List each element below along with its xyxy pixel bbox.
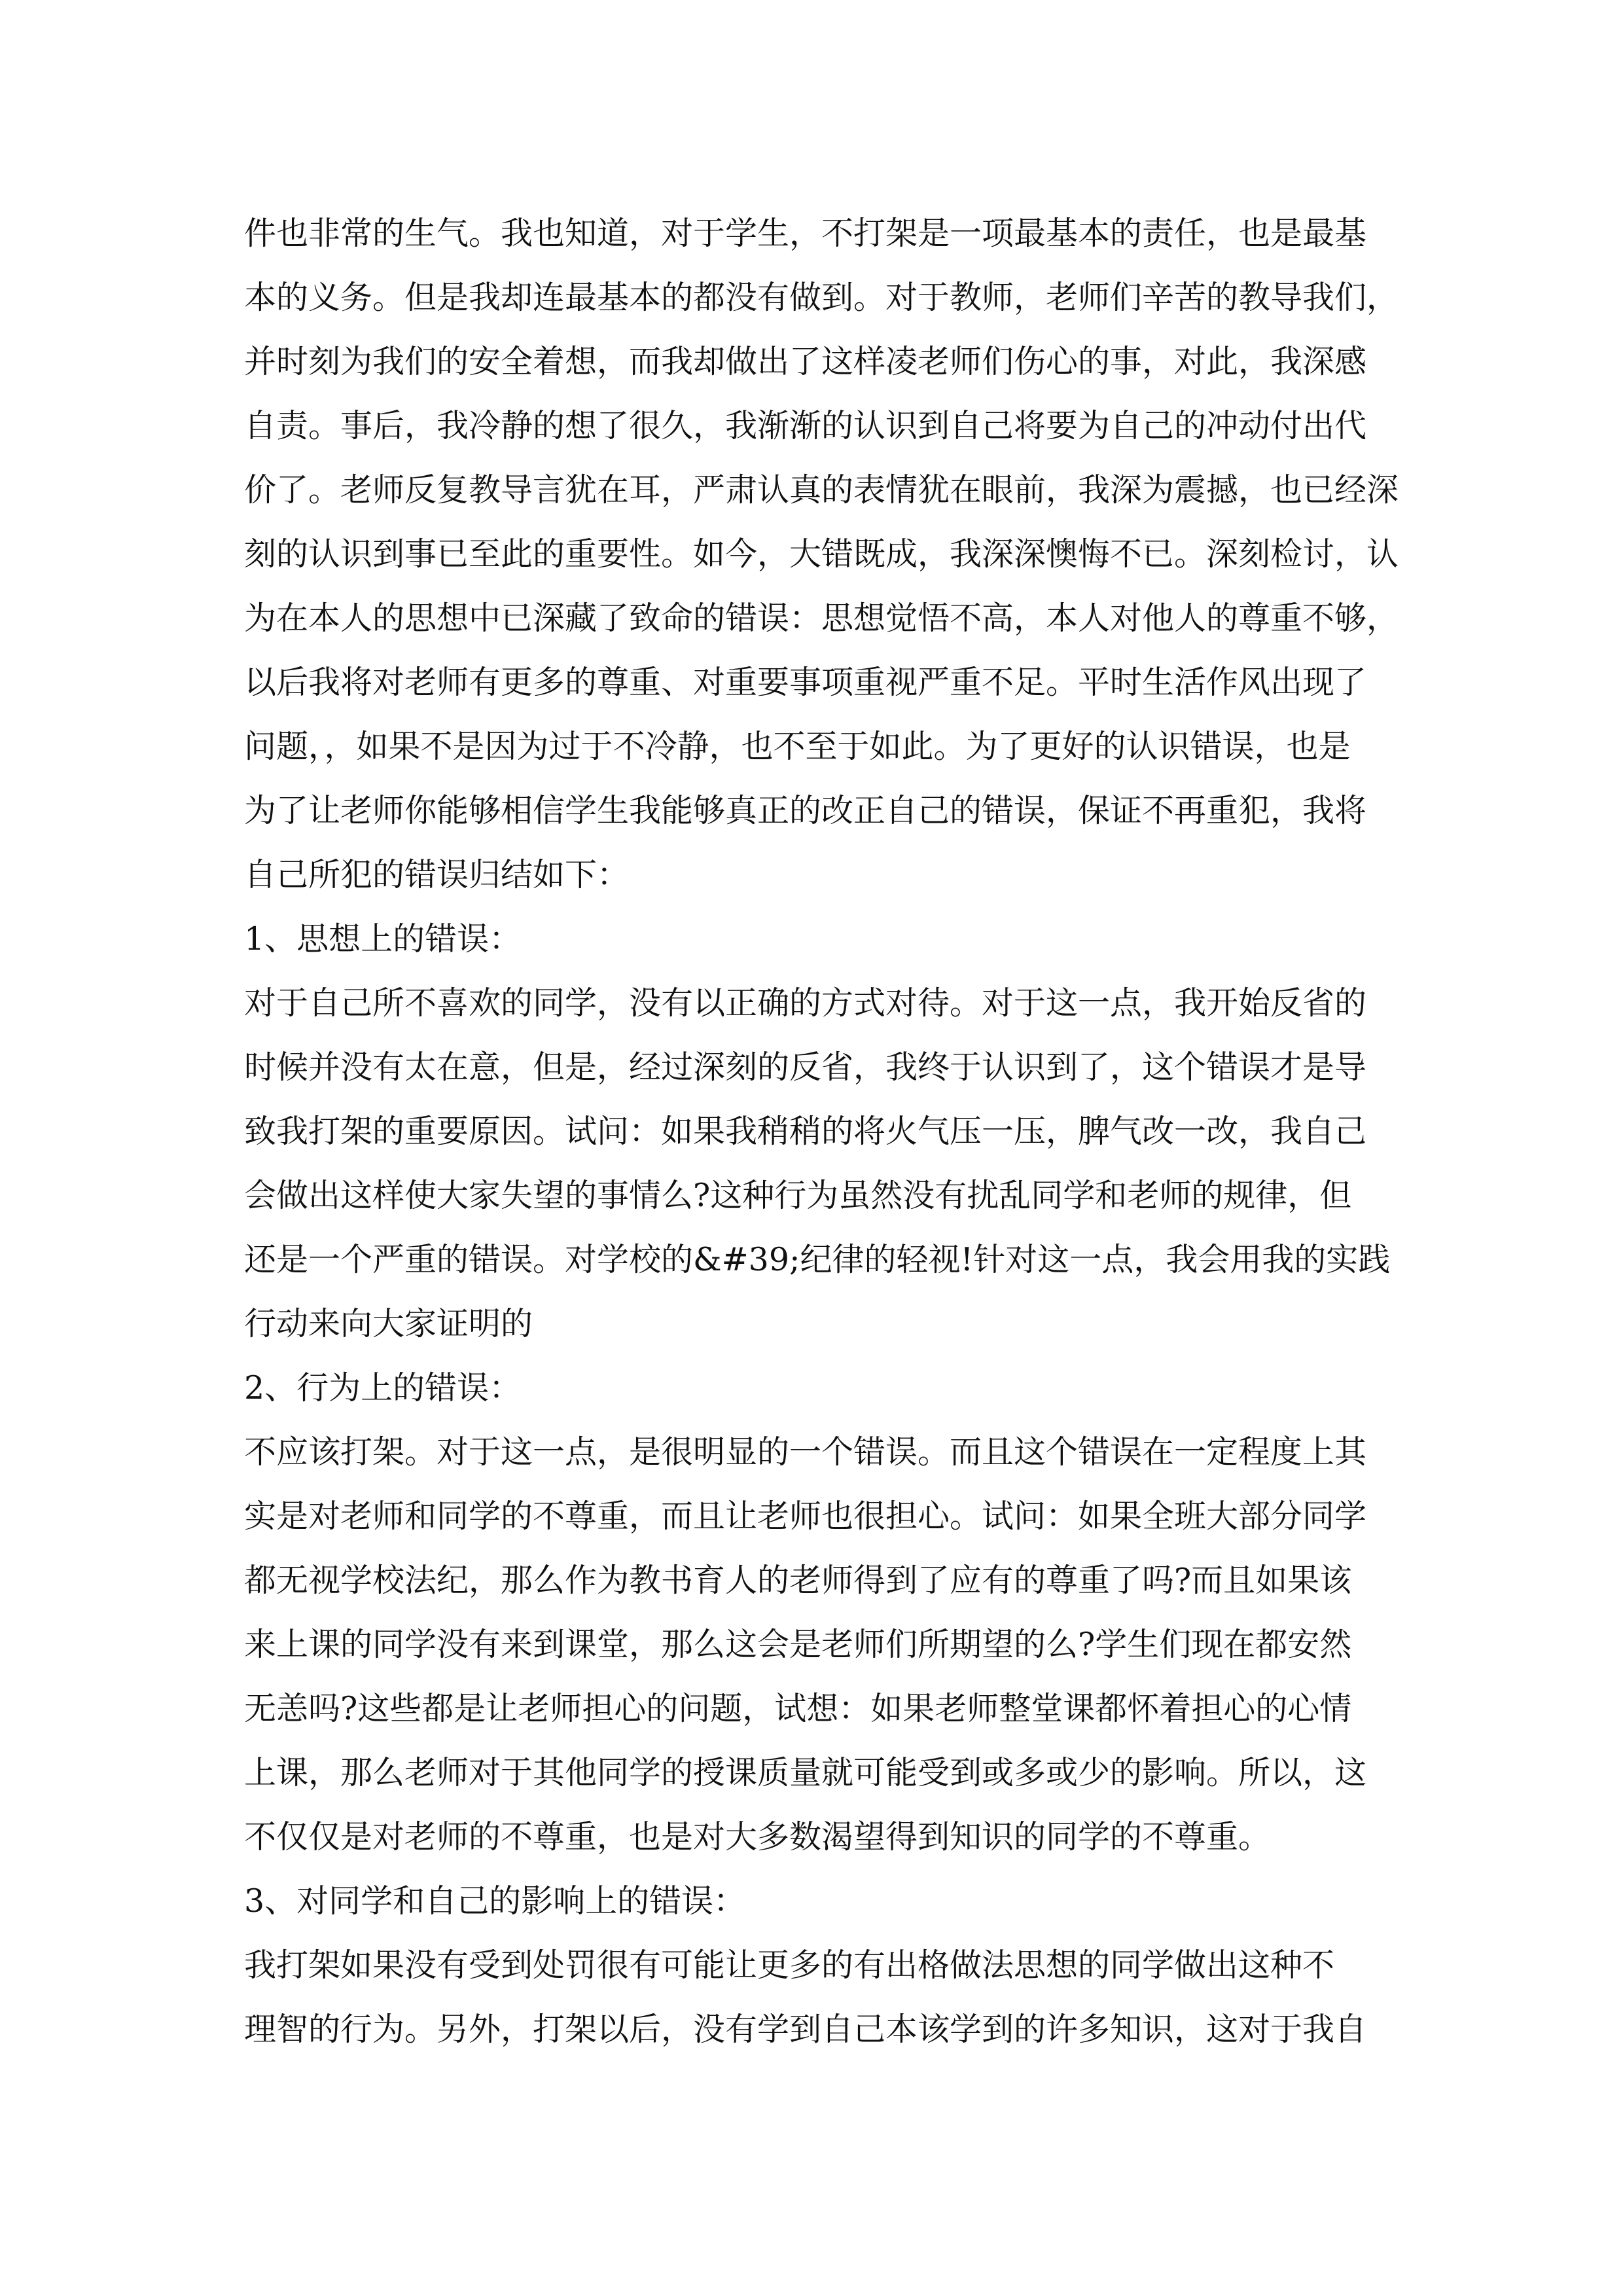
- text-line: 不应该打架。对于这一点，是很明显的一个错误。而且这个错误在一定程度上其: [244, 1433, 1367, 1471]
- text-line: 价了。老师反复教导言犹在耳，严肃认真的表情犹在眼前，我深为震撼，也已经深: [244, 471, 1399, 509]
- text-line: 上课，那么老师对于其他同学的授课质量就可能受到或多或少的影响。所以，这: [244, 1754, 1367, 1791]
- text-line: 还是一个严重的错误。对学校的&#39;纪律的轻视!针对这一点，我会用我的实践: [244, 1241, 1391, 1278]
- text-line: 以后我将对老师有更多的尊重、对重要事项重视严重不足。平时生活作风出现了: [244, 664, 1367, 701]
- text-line: 时候并没有太在意，但是，经过深刻的反省，我终于认识到了，这个错误才是导: [244, 1049, 1367, 1086]
- body-text: [244, 202, 1399, 2062]
- section-heading: 1、思想上的错误：: [244, 920, 522, 958]
- text-line: 致我打架的重要原因。试问：如果我稍稍的将火气压一压，脾气改一改，我自己: [244, 1113, 1367, 1150]
- text-line: 都无视学校法纪，那么作为教书育人的老师得到了应有的尊重了吗?而且如果该: [244, 1562, 1352, 1599]
- text-line: 不仅仅是对老师的不尊重，也是对大多数渴望得到知识的同学的不尊重。: [244, 1818, 1271, 1856]
- text-line: 本的义务。但是我却连最基本的都没有做到。对于教师，老师们辛苦的教导我们，: [244, 279, 1399, 316]
- text-line: 理智的行为。另外，打架以后，没有学到自己本该学到的许多知识，这对于我自: [244, 2011, 1367, 2048]
- text-line: 刻的认识到事已至此的重要性。如今，大错既成，我深深懊悔不已。深刻检讨，认: [244, 535, 1399, 573]
- text-line: 自责。事后，我冷静的想了很久，我渐渐的认识到自己将要为自己的冲动付出代: [244, 407, 1367, 444]
- text-line: 件也非常的生气。我也知道，对于学生，不打架是一项最基本的责任，也是最基: [244, 215, 1367, 252]
- text-line: 对于自己所不喜欢的同学，没有以正确的方式对待。对于这一点，我开始反省的: [244, 984, 1367, 1022]
- section-heading: 3、对同学和自己的影响上的错误：: [244, 1882, 746, 1920]
- text-line: 会做出这样使大家失望的事情么?这种行为虽然没有扰乱同学和老师的规律，但: [244, 1177, 1352, 1214]
- text-line: 自己所犯的错误归结如下：: [244, 856, 630, 893]
- text-line: 实是对老师和同学的不尊重，而且让老师也很担心。试问：如果全班大部分同学: [244, 1498, 1367, 1535]
- section-heading: 2、行为上的错误：: [244, 1369, 522, 1407]
- text-line: 为在本人的思想中已深藏了致命的错误：思想觉悟不高，本人对他人的尊重不够，: [244, 600, 1399, 637]
- text-line: 问题，，如果不是因为过于不冷静，也不至于如此。为了更好的认识错误，也是: [244, 728, 1351, 765]
- text-line: 来上课的同学没有来到课堂，那么这会是老师们所期望的么?学生们现在都安然: [244, 1626, 1352, 1663]
- text-line: 为了让老师你能够相信学生我能够真正的改正自己的错误，保证不再重犯，我将: [244, 792, 1367, 829]
- text-line: 行动来向大家证明的: [244, 1305, 533, 1342]
- text-line: 无恙吗?这些都是让老师担心的问题，试想：如果老师整堂课都怀着担心的心情: [244, 1690, 1352, 1727]
- text-line: 我打架如果没有受到处罚很有可能让更多的有出格做法思想的同学做出这种不: [244, 1946, 1335, 1984]
- text-line: 并时刻为我们的安全着想，而我却做出了这样凌老师们伤心的事，对此，我深感: [244, 343, 1367, 380]
